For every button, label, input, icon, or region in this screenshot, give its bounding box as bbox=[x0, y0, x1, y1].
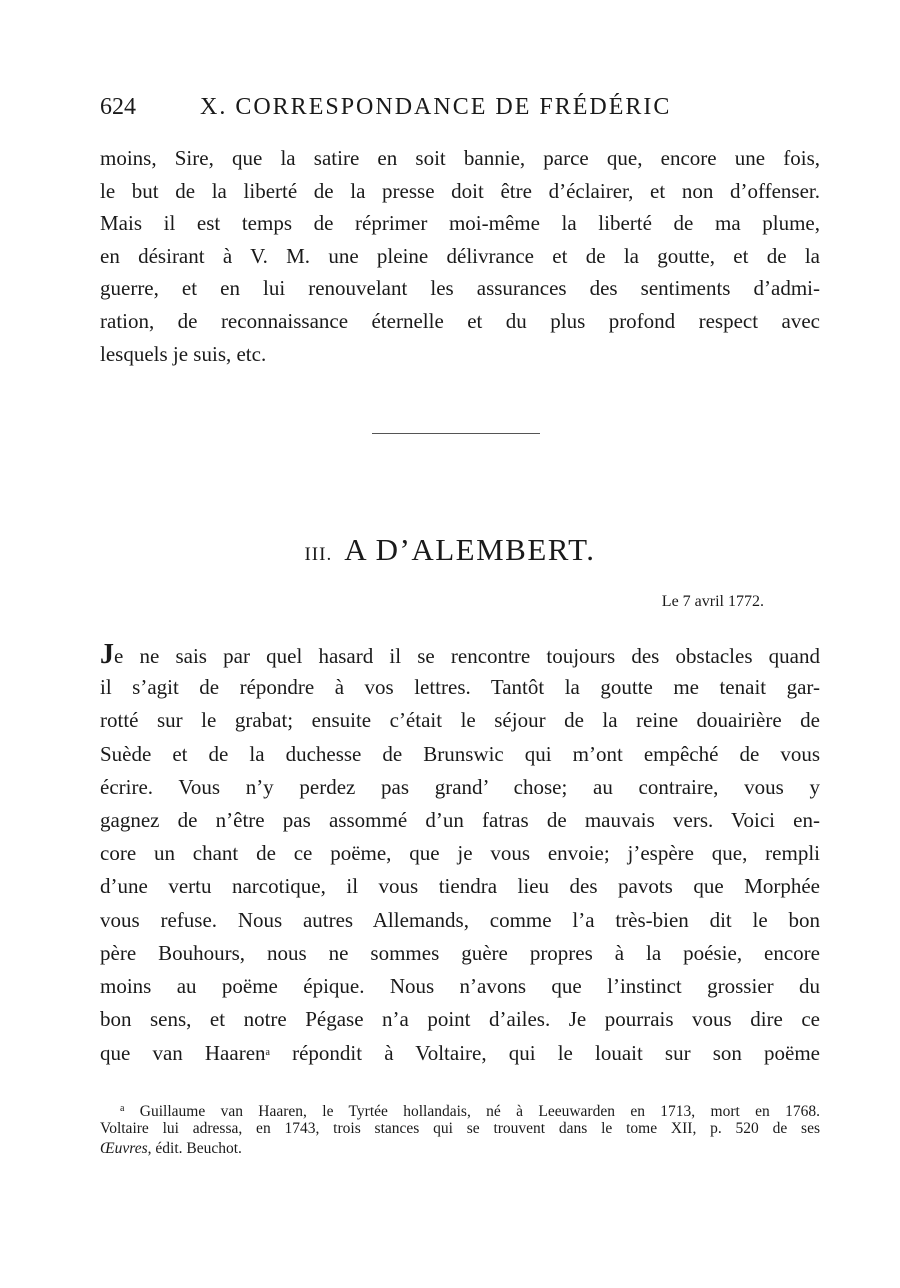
text-line: d’une vertu narcotique, il vous tiendra lieu des pavots que Morphée bbox=[100, 874, 820, 899]
page-number: 624 bbox=[100, 94, 136, 120]
text-line: Mais il est temps de réprimer moi-même la liberté de ma plume, bbox=[100, 211, 820, 236]
text-line: lesquels je suis, etc. bbox=[100, 341, 267, 366]
text-line: moins, Sire, que la satire en soit bannie, parce que, encore une fois, bbox=[100, 146, 820, 170]
text-line: core un chant de ce poëme, que je vous envoie; j’espère que, rempli bbox=[100, 841, 820, 866]
running-title: X. CORRESPONDANCE DE FRÉDÉRIC bbox=[200, 94, 672, 120]
text-line: vous refuse. Nous autres Allemands, comme l’a très-bien dit le bon bbox=[100, 907, 820, 932]
text-line: Suède et de la duchesse de Brunswic qui m’ont empêché de vous bbox=[100, 741, 820, 766]
running-head bbox=[100, 94, 740, 121]
text-line: rotté sur le grabat; ensuite c’était le séjour de la reine douairière de bbox=[100, 708, 820, 733]
footnote-line: Œuvres, édit. Beuchot. bbox=[100, 1140, 242, 1157]
footnote-reference: a bbox=[265, 1047, 270, 1059]
text-line: gagnez de n’être pas assommé d’un fatras de mauvais vers. Voici en- bbox=[100, 807, 820, 832]
letter-title: A D’ALEMBERT. bbox=[344, 532, 596, 567]
footnote-marker: a bbox=[120, 1103, 125, 1114]
preceding-letter-ending bbox=[100, 142, 820, 370]
initial-letter: J bbox=[100, 639, 114, 670]
text-line: le but de la liberté de la presse doit être d’éclairer, et non d’offenser. bbox=[100, 178, 820, 203]
letter-date: Le 7 avril 1772. bbox=[661, 593, 764, 610]
text-line: Je ne sais par quel hasard il se rencontre toujours des obstacles quand bbox=[100, 639, 820, 670]
text-line: père Bouhours, nous ne sommes guère propres à la poésie, encore bbox=[100, 940, 820, 965]
section-divider bbox=[372, 433, 540, 434]
text-line: ration, de reconnaissance éternelle et du plus profond respect avec bbox=[100, 308, 820, 333]
letter-heading bbox=[0, 532, 900, 568]
text-line: que van Haaren$^a$ répondit à Voltaire, qui le louait sur son poëme bbox=[100, 1041, 820, 1066]
text-line: guerre, et en lui renouvelant les assurances des sentiments d’admi- bbox=[100, 276, 820, 301]
letter-body bbox=[100, 638, 820, 1069]
text-line: en désirant à V. M. une pleine délivrance et de la goutte, et de la bbox=[100, 243, 820, 268]
text-line: bon sens, et notre Pégase n’a point d’ailes. Je pourrais vous dire ce bbox=[100, 1007, 820, 1032]
text-line: écrire. Vous n’y perdez pas grand’ chose; au contraire, vous y bbox=[100, 774, 820, 799]
text-line: moins au poëme épique. Nous n’avons que l’instinct grossier du bbox=[100, 973, 820, 998]
text-line: il s’agit de répondre à vos lettres. Tantôt la goutte me tenait gar- bbox=[100, 675, 820, 700]
footnote-line: $^a$ Guillaume van Haaren, le Tyrtée hollandais, né à Leeuwarden en 1713, mort en 1768. bbox=[120, 1103, 820, 1120]
footnote bbox=[100, 1099, 820, 1159]
footnote-line: Voltaire lui adressa, en 1743, trois stances qui se trouvent dans le tome XII, p. 520 de ses bbox=[100, 1120, 820, 1137]
letter-number: III. bbox=[304, 544, 333, 565]
